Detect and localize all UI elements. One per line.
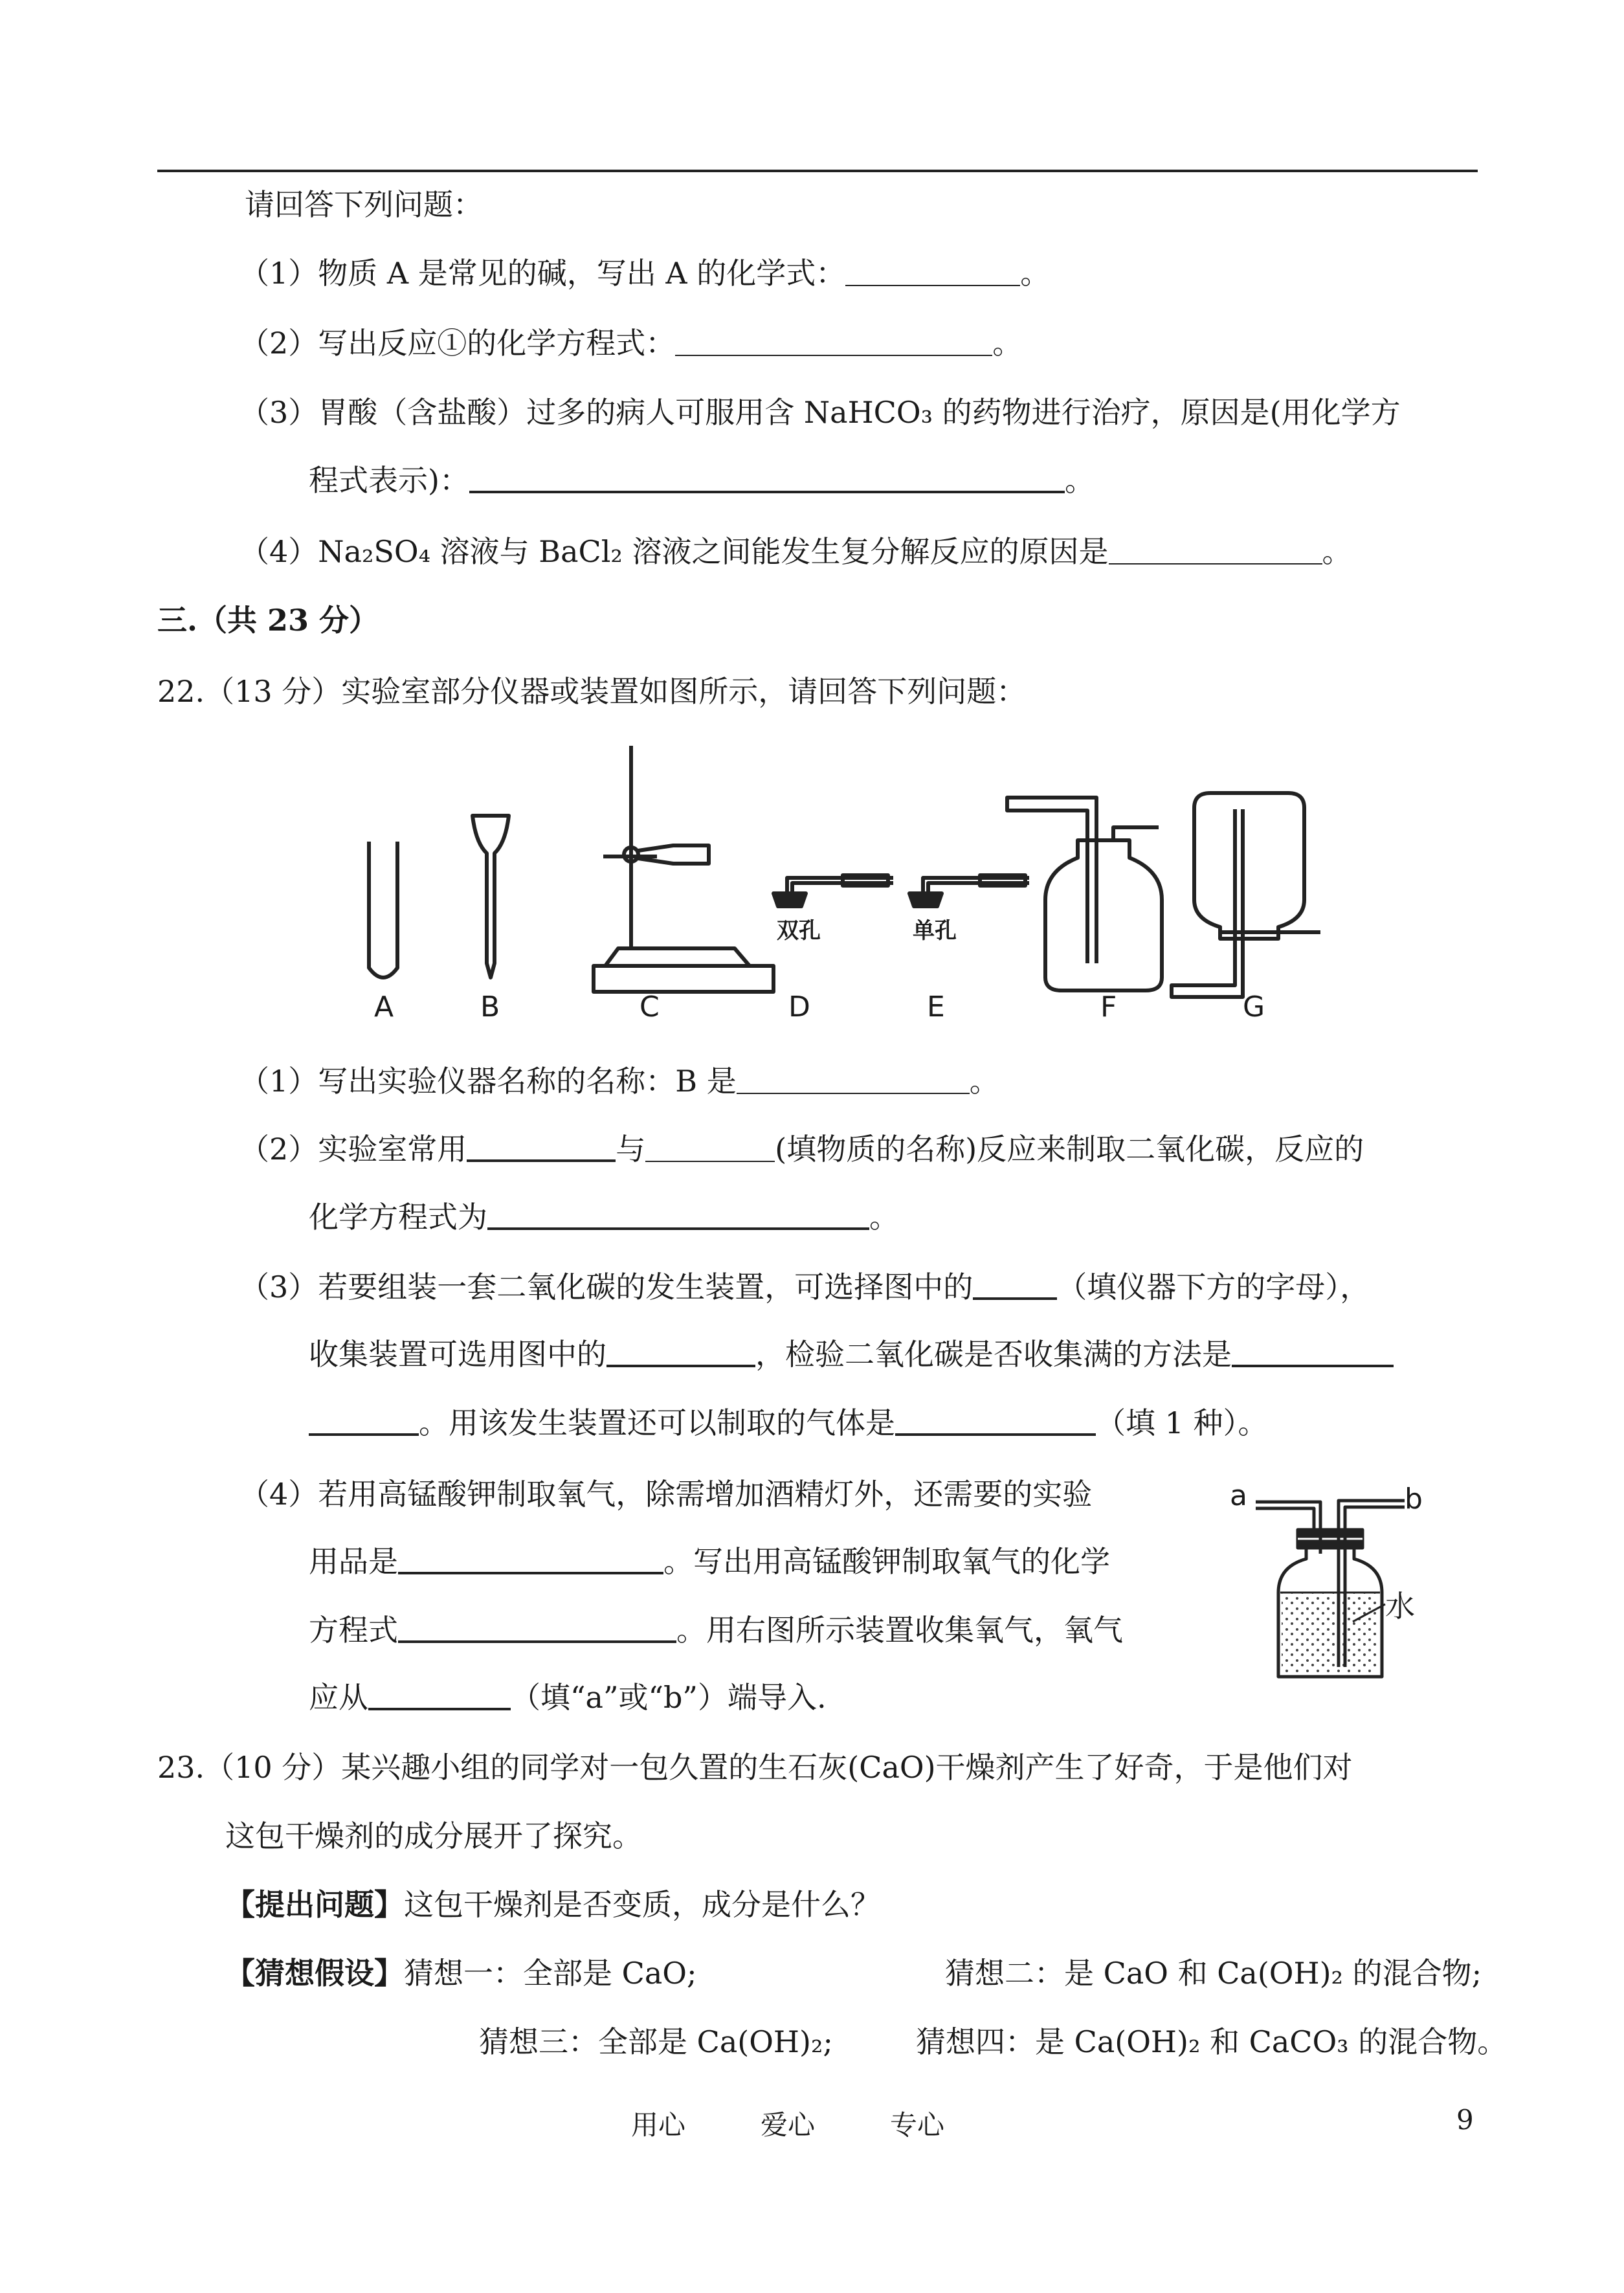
figure-label-g: G — [1243, 990, 1265, 1023]
q23-guess-3: 猜想三：全部是 Ca(OH)₂; — [479, 2024, 833, 2059]
q23-stem-line1: 23.（10 分）某兴趣小组的同学对一包久置的生石灰(CaO)干燥剂产生了好奇，于是他们对 — [157, 1750, 1353, 1785]
q22-part3-line3: 。用该发生装置还可以制取的气体是 （填 1 种）。 — [309, 1404, 1268, 1442]
q21-intro: 请回答下列问题： — [245, 187, 483, 222]
q22-part4-line4: 应从 （填“a”或“b”）端导入. — [309, 1680, 827, 1715]
q22-part4-line1: （4）若用高锰酸钾制取氧气，除需增加酒精灯外，还需要的实验 — [239, 1477, 1093, 1512]
figure-label-c: C — [640, 990, 660, 1023]
q21-part3-line1: （3）胃酸（含盐酸）过多的病人可服用含 NaHCO₃ 的药物进行治疗，原因是(用化学方 — [239, 395, 1401, 430]
q22-part1: （1）写出实验仪器名称的名称：B 是 。 — [239, 1064, 999, 1099]
q21-part3-line2: 程式表示)： 。 — [309, 463, 1095, 498]
q23-question: 【提出问题】这包干燥剂是否变质，成分是什么？ — [225, 1887, 880, 1922]
tube-a-label: a — [1230, 1479, 1247, 1512]
q23-guess-line1: 【猜想假设】猜想一：全部是 CaO; — [225, 1956, 697, 1991]
q22-part4-line3: 方程式 。用右图所示装置收集氧气，氧气 — [309, 1613, 1123, 1648]
tube-b-label: b — [1405, 1482, 1423, 1516]
q23-stem-line2: 这包干燥剂的成分展开了探究。 — [225, 1818, 642, 1853]
footer-word-1: 用心 — [631, 2109, 686, 2141]
q22-part3-line2: 收集装置可选用图中的 ，检验二氧化碳是否收集满的方法是 — [309, 1335, 1394, 1374]
q23-guess-4: 猜想四：是 Ca(OH)₂ 和 CaCO₃ 的混合物。 — [916, 2024, 1507, 2059]
q23-guess-2: 猜想二：是 CaO 和 Ca(OH)₂ 的混合物; — [945, 1956, 1482, 1991]
figure-label-b: B — [480, 990, 500, 1023]
figure-label-f: F — [1100, 990, 1117, 1023]
q22-stem: 22.（13 分）实验室部分仪器或装置如图所示，请回答下列问题： — [157, 674, 1027, 709]
q22-part2-line1: （2）实验室常用 与 (填物质的名称)反应来制取二氧化碳，反应的 — [239, 1132, 1364, 1167]
section-3-title: 三.（共 23 分） — [157, 603, 379, 638]
q21-part2: （2）写出反应①的化学方程式： 。 — [239, 326, 1023, 361]
q22-part2-line2: 化学方程式为 。 — [309, 1200, 899, 1235]
figure-label-a: A — [374, 990, 394, 1023]
q21-part4: （4）Na₂SO₄ 溶液与 BaCl₂ 溶液之间能发生复分解反应的原因是 。 — [239, 534, 1352, 569]
stopper-e-label: 单孔 — [913, 918, 957, 944]
figure-label-d: D — [788, 990, 810, 1023]
q22-part4-line2: 用品是 。写出用高锰酸钾制取氧气的化学 — [309, 1544, 1110, 1579]
q22-part3-line1: （3）若要组装一套二氧化碳的发生装置，可选择图中的 （填仪器下方的字母）， — [239, 1270, 1370, 1304]
footer-word-2: 爱心 — [761, 2109, 816, 2141]
water-label: 水 — [1385, 1589, 1415, 1624]
figure-label-e: E — [927, 990, 945, 1023]
page-number: 9 — [1456, 2104, 1474, 2136]
footer-word-3: 专心 — [890, 2109, 945, 2141]
stopper-d-label: 双孔 — [777, 918, 821, 944]
q21-part1: （1）物质 A 是常见的碱，写出 A 的化学式： 。 — [239, 256, 1051, 291]
